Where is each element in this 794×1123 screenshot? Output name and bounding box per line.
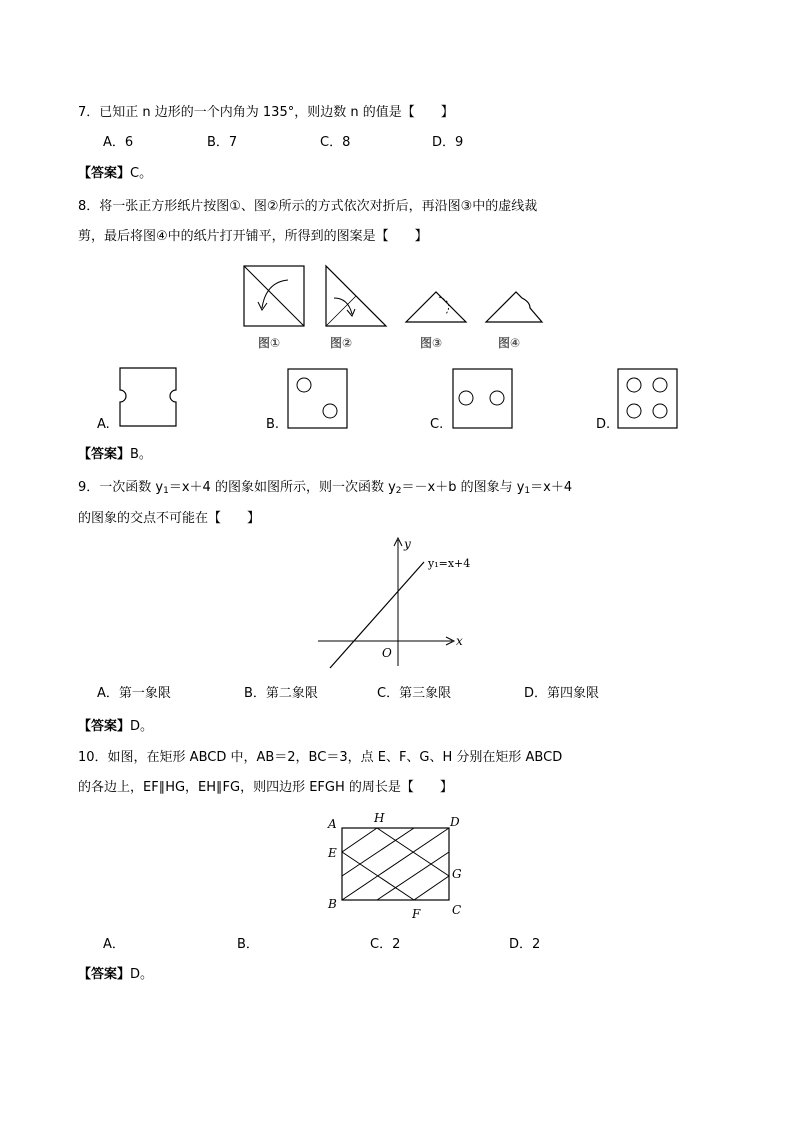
point-c-label: C [452, 903, 462, 917]
q8-option-c-figure [452, 368, 514, 430]
q9-subscript: 1 [163, 486, 169, 496]
fig2-label: 图② [330, 336, 353, 350]
q7-option-d: D．9 [432, 135, 464, 150]
q10-option-b: B． [237, 937, 259, 952]
point-f-label: F [412, 907, 421, 921]
answer-value: D。 [130, 967, 154, 982]
answer-value: B。 [130, 447, 152, 462]
fig1-label: 图① [258, 336, 281, 350]
q7-answer [78, 165, 152, 183]
q8-option-b-label: B. [266, 417, 280, 432]
fig4-triangle-cut [486, 292, 542, 322]
q8-option-b-figure [287, 368, 349, 430]
origin-label: O [382, 646, 392, 660]
q10-option-c: C．2 [370, 937, 401, 952]
fig2-triangle [326, 266, 386, 326]
q9-option-c: C．第三象限 [377, 686, 452, 701]
q9-stem-line1 [78, 479, 572, 500]
fig3-label: 图③ [420, 336, 443, 350]
q9-stem-part: ＝x＋4 [530, 480, 573, 495]
q10-stem-line1: 10．如图，在矩形 ABCD 中，AB＝2，BC＝3，点 E、F、G、H 分别在矩形 ABCD [78, 750, 563, 765]
q9-stem-part: 9．一次函数 y [78, 480, 164, 495]
answer-value: D。 [130, 719, 154, 734]
q8-stem-line1: 8．将一张正方形纸片按图①、图②所示的方式依次对折后，再沿图③中的虚线裁 [78, 199, 538, 214]
q8-answer [78, 446, 152, 464]
answer-key-label: 【答案】 [78, 719, 131, 734]
fig1-square [244, 266, 304, 326]
q9-option-d: D．第四象限 [524, 686, 600, 701]
q9-stem-line2: 的图象的交点不可能在【 】 [78, 511, 261, 526]
q8-option-a-figure [118, 366, 178, 428]
q7-stem: 7．已知正 n 边形的一个内角为 135°，则边数 n 的值是【 】 [78, 105, 454, 120]
q9-answer [78, 718, 153, 736]
q10-stem-line2: 的各边上，EF∥HG，EH∥FG，则四边形 EFGH 的周长是【 】 [78, 780, 453, 795]
answer-key-label: 【答案】 [78, 967, 131, 982]
point-g-label: G [452, 867, 462, 881]
point-d-label: D [450, 815, 460, 829]
q8-option-a-label: A. [97, 417, 110, 432]
q8-folding-figures [240, 262, 560, 332]
q8-option-c-label: C. [430, 417, 444, 432]
q9-option-b: B．第二象限 [244, 686, 318, 701]
q9-stem-part: ＝－x＋b 的图象与 y [401, 480, 525, 495]
q7-option-a: A．6 [103, 135, 134, 150]
q9-subscript: 2 [395, 486, 402, 496]
q7-option-c: C．8 [320, 135, 351, 150]
q10-option-a: A． [103, 937, 125, 952]
q10-option-d: D．2 [509, 937, 541, 952]
fig4-label: 图④ [498, 336, 521, 350]
fig3-triangle-dashed [406, 292, 466, 322]
q9-option-a: A．第一象限 [97, 686, 171, 701]
q9-stem-part: ＝x＋4 的图象如图所示，则一次函数 y [168, 480, 396, 495]
point-e-label: E [328, 846, 337, 860]
answer-key-label: 【答案】 [78, 166, 131, 181]
answer-key-label: 【答案】 [78, 447, 131, 462]
point-b-label: B [328, 897, 337, 911]
line-label: y₁=x+4 [428, 557, 471, 570]
point-h-label: H [374, 811, 385, 825]
q10-answer [78, 966, 153, 984]
q8-option-d-label: D. [596, 417, 611, 432]
point-a-label: A [328, 817, 337, 831]
y-axis-label: y [404, 537, 411, 551]
q9-subscript: 1 [524, 486, 531, 496]
q8-stem-line2: 剪，最后将图④中的纸片打开铺平，所得到的图案是【 】 [78, 229, 428, 244]
x-axis-label: x [456, 634, 463, 648]
answer-value: C。 [130, 166, 153, 181]
q7-option-b: B．7 [207, 135, 238, 150]
q8-option-d-figure [617, 368, 679, 430]
q10-rectangle-figure [322, 810, 472, 922]
q9-graph [318, 536, 478, 672]
